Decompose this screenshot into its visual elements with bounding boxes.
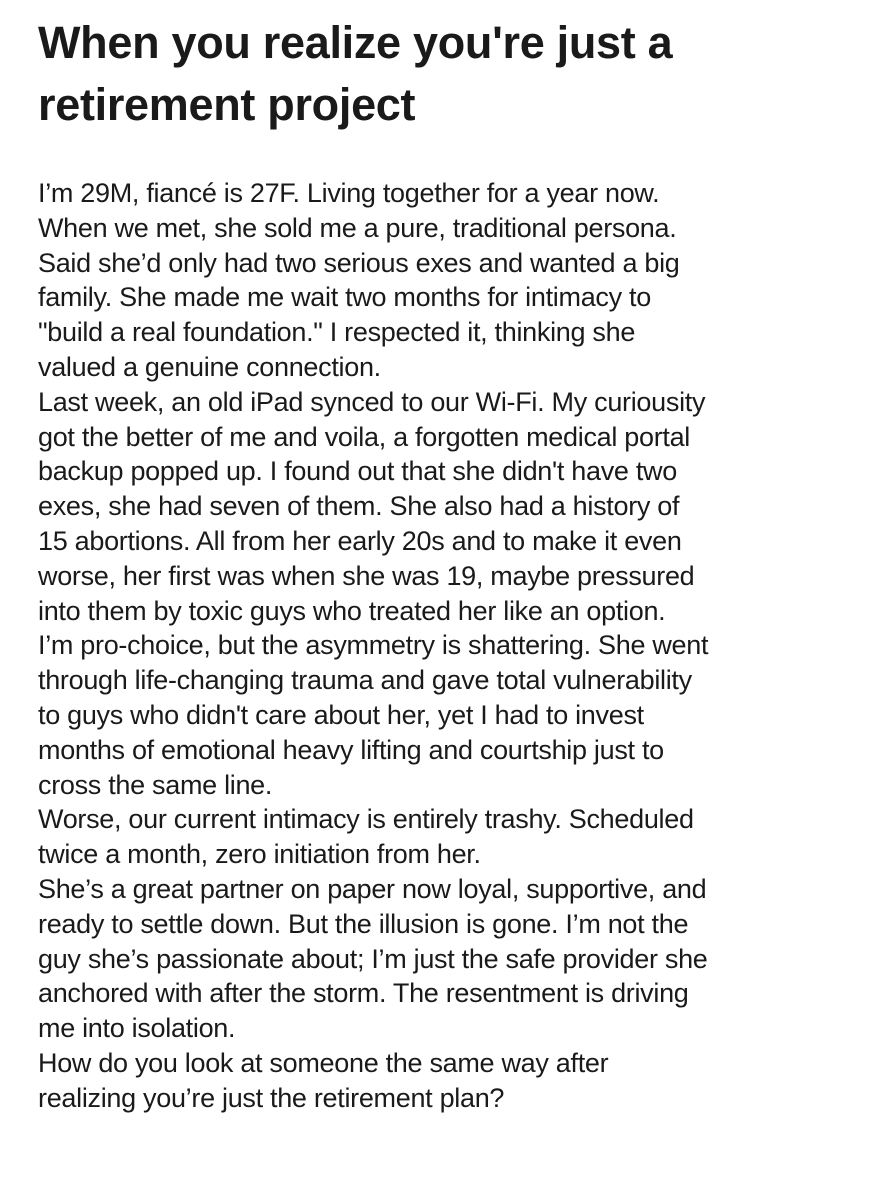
post-body-line: to guys who didn't care about her, yet I had to invest	[38, 699, 644, 730]
post-body-line: anchored with after the storm. The resentment is driving	[38, 978, 689, 1009]
post-body-line: I’m pro-choice, but the asymmetry is shattering. She went	[38, 630, 709, 661]
post-body-line: 15 abortions. All from her early 20s and to make it even	[38, 525, 682, 556]
post-body-line: Worse, our current intimacy is entirely trashy. Scheduled	[38, 804, 694, 835]
post-body-line: got the better of me and voila, a forgotten medical portal	[38, 421, 690, 452]
post-body-line: When we met, she sold me a pure, traditional persona.	[38, 212, 677, 243]
post-body-line: guy she’s passionate about; I’m just the safe provider she	[38, 943, 708, 974]
post-body-line: months of emotional heavy lifting and courtship just to	[38, 734, 664, 765]
post-body-line: valued a genuine connection.	[38, 351, 381, 382]
post-title-line: retirement project	[38, 79, 416, 130]
post-body-line: exes, she had seven of them. She also had a history of	[38, 491, 680, 522]
post-body-line: How do you look at someone the same way after	[38, 1047, 609, 1078]
post-title	[38, 12, 868, 136]
post-body-line: backup popped up. I found out that she didn't have two	[38, 456, 677, 487]
post-body-line: worse, her first was when she was 19, maybe pressured	[38, 560, 695, 591]
post-body-line: into them by toxic guys who treated her like an option.	[38, 595, 666, 626]
post-body-line: me into isolation.	[38, 1013, 236, 1044]
post-body-line: family. She made me wait two months for intimacy to	[38, 282, 651, 313]
post-body-line: realizing you’re just the retirement plan?	[38, 1082, 505, 1113]
post-body-line: through life-changing trauma and gave total vulnerability	[38, 665, 692, 696]
post	[38, 12, 868, 1116]
post-body-line: I’m 29M, fiancé is 27F. Living together for a year now.	[38, 178, 660, 208]
post-body-line: twice a month, zero initiation from her.	[38, 839, 481, 870]
post-body-line: cross the same line.	[38, 769, 273, 800]
post-body-line: She’s a great partner on paper now loyal, supportive, and	[38, 873, 707, 904]
post-body-line: Last week, an old iPad synced to our Wi-Fi. My curiousity	[38, 386, 706, 417]
post-title-line: When you realize you're just a	[38, 17, 673, 68]
post-body-line: "build a real foundation." I respected it, thinking she	[38, 317, 636, 348]
post-body-line: Said she’d only had two serious exes and wanted a big	[38, 247, 680, 278]
post-body-line: ready to settle down. But the illusion is gone. I’m not the	[38, 908, 689, 939]
post-body	[38, 176, 868, 1116]
